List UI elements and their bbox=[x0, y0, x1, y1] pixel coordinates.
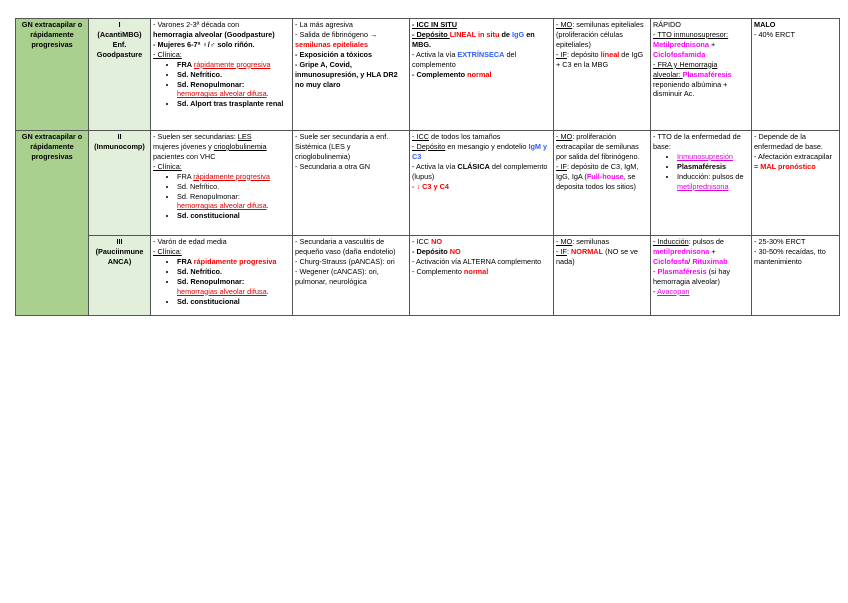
text-line: - Mujeres 6-7ª ♀/♂ solo riñón. bbox=[153, 39, 255, 49]
type-number: III bbox=[116, 237, 123, 246]
text-line: mujeres jóvenes y crioglobulinemia bbox=[153, 141, 267, 151]
text-line: - 40% ERCT bbox=[754, 29, 795, 39]
list-item: • Sd. Renopulmonar: hemorragias alveolar difusa. bbox=[177, 277, 290, 297]
text-line: - IF: depósito lineal de IgG + C3 en la MBG bbox=[556, 49, 644, 69]
clinical-list bbox=[153, 60, 290, 110]
type-number: II bbox=[117, 132, 122, 141]
text-line: - FRA y Hemorragia bbox=[653, 59, 718, 69]
text-line: - Activa la vía CLÁSICA del complemento (lupus) bbox=[412, 161, 548, 181]
group-label-1: GN extracapilar o rápidamente progresivas bbox=[16, 19, 89, 131]
text-line: reponiendo albúmina + disminuir Ac. bbox=[653, 79, 728, 99]
text-line: - TTO inmunosupresor: bbox=[653, 29, 729, 39]
text-line: - Afectación extracapilar = MAL pronóstico bbox=[754, 151, 832, 171]
text-line: - Churg-Strauss (pANCAS): ori bbox=[295, 256, 395, 266]
table-row-type-3 bbox=[16, 236, 840, 316]
type-number: I bbox=[118, 20, 121, 29]
list-item: • Sd. Renopulmonar: hemorragias alveolar difusa. bbox=[177, 192, 290, 212]
list-item: • FRA rápidamente progresiva bbox=[177, 172, 290, 182]
text-line: - ICC de todos los tamaños bbox=[412, 132, 501, 141]
etiology-cell bbox=[293, 236, 410, 316]
text-line: - Complemento normal bbox=[412, 69, 492, 79]
clinical-list bbox=[153, 172, 290, 222]
list-item: • Sd. Nefrítico. bbox=[177, 267, 290, 277]
type-cell-2 bbox=[89, 131, 151, 236]
text-line: Ciclofosfa/ Rituximab bbox=[653, 256, 728, 266]
table-row-type-1 bbox=[16, 19, 840, 131]
text-line: - MO: proliferación extracapilar de semilunas por salida del fibrinógeno. bbox=[556, 132, 640, 161]
text-line: - ↓ C3 y C4 bbox=[412, 181, 449, 191]
text-line: - IF: NORMAL (NO se ve nada) bbox=[556, 246, 638, 266]
text-line: - IF: depósito de C3, IgM, IgG, IgA (Full-house, se deposita todos los sitios) bbox=[556, 161, 639, 191]
treatment-cell bbox=[651, 19, 752, 131]
gn-table bbox=[15, 18, 840, 316]
text-line: hemorragia alveolar (Goodpasture) bbox=[153, 29, 275, 39]
text-line: - Suele ser secundaria a enf. Sistémica (LES y crioglobulinemia) bbox=[295, 132, 389, 161]
text-line: - Suelen ser secundarias: LES bbox=[153, 132, 252, 141]
text-line: - Clínica: bbox=[153, 49, 182, 59]
text-line: Metilprednisona + Ciclofosfamida bbox=[653, 39, 716, 59]
list-item: • Sd. constitucional bbox=[177, 211, 290, 221]
group-label-2: GN extracapilar o rápidamente progresivas bbox=[16, 131, 89, 316]
list-item: • Sd. Renopulmonar: hemorragias alveolar difusa. bbox=[177, 80, 290, 100]
text-line: - Clínica: bbox=[153, 246, 182, 256]
text-line: - Plasmaféresis (si hay hemorragia alveolar) bbox=[653, 266, 731, 286]
text-line: - Wegener (cANCAS): ori, pulmonar, neurológica bbox=[295, 266, 379, 286]
text-line: - Activación vía ALTERNA complemento bbox=[412, 256, 542, 266]
type-name: (AcantiMBG) Enf. Goodpasture bbox=[96, 29, 143, 59]
etiology-cell bbox=[293, 131, 410, 236]
text-line: - Secundaria a vasculitis de pequeño vaso (daña endotelio) bbox=[295, 237, 396, 256]
text-line: semilunas epiteliales bbox=[295, 39, 369, 49]
text-line: - Varón de edad media bbox=[153, 237, 227, 246]
prognosis-cell bbox=[752, 131, 840, 236]
histology-cell bbox=[554, 131, 651, 236]
text-line: - Exposición a tóxicos bbox=[295, 49, 373, 59]
text-line: - Salida de fibrinógeno → bbox=[295, 29, 378, 39]
list-item: • Inducción: pulsos de metilprednisona bbox=[677, 172, 749, 192]
text-line: - TTO de la enfermedad de base: bbox=[653, 132, 741, 151]
table-row-type-2 bbox=[16, 131, 840, 236]
text-line: - MO: semilunas bbox=[556, 237, 610, 246]
text-line: - 25-30% ERCT bbox=[754, 237, 806, 246]
clinical-cell bbox=[151, 131, 293, 236]
list-item: • FRA rápidamente progresiva bbox=[177, 257, 290, 267]
clinical-cell bbox=[151, 19, 293, 131]
histology-cell bbox=[554, 236, 651, 316]
list-item: • FRA rápidamente progresiva bbox=[177, 60, 290, 70]
text-line: - Inducción: pulsos de bbox=[653, 237, 724, 246]
text-line: MALO bbox=[754, 20, 776, 29]
type-name: (Inmunocomp) bbox=[94, 141, 145, 151]
text-line: - Depende de la enfermedad de base. bbox=[754, 132, 823, 151]
text-line: - Avacopan bbox=[653, 286, 690, 296]
text-line: - Depósito LINEAL in situ de IgG en MBG. bbox=[412, 29, 535, 49]
text-line: - MO: semilunas epiteliales (proliferación células epiteliales) bbox=[556, 20, 644, 49]
list-item: • Sd. constitucional bbox=[177, 297, 290, 307]
text-line: - Gripe A, Covid, inmunosupresión, y HLA DR2 no muy claro bbox=[295, 59, 398, 89]
list-item: • Inmunosupresión bbox=[677, 152, 749, 162]
treatment-list bbox=[653, 152, 749, 192]
text-line: pacientes con VHC bbox=[153, 151, 216, 161]
type-name: (Pauciinmune ANCA) bbox=[95, 246, 144, 266]
text-line: - 30-50% recaídas, tto mantenimiento bbox=[754, 246, 826, 266]
text-line: metilprednisona + bbox=[653, 246, 716, 256]
text-line: - Complemento normal bbox=[412, 266, 489, 276]
text-line: RÁPIDO bbox=[653, 20, 681, 29]
clinical-list bbox=[153, 257, 290, 307]
pathogenesis-cell bbox=[410, 19, 554, 131]
text-line: - ICC IN SITU bbox=[412, 20, 457, 29]
text-line: alveolar: Plasmaféresis bbox=[653, 69, 732, 79]
text-line: - ICC NO bbox=[412, 237, 443, 246]
prognosis-cell bbox=[752, 236, 840, 316]
text-line: - Secundaria a otra GN bbox=[295, 161, 371, 171]
list-item: • Sd. Nefrítico. bbox=[177, 70, 290, 80]
text-line: - Depósito en mesangio y endotelio IgM y C3 bbox=[412, 141, 548, 161]
treatment-cell bbox=[651, 236, 752, 316]
clinical-cell bbox=[151, 236, 293, 316]
list-item: • Plasmaféresis bbox=[677, 162, 749, 172]
pathogenesis-cell bbox=[410, 131, 554, 236]
type-cell-3 bbox=[89, 236, 151, 316]
text-line: - La más agresiva bbox=[295, 20, 353, 29]
treatment-cell bbox=[651, 131, 752, 236]
text-line: - Activa la vía EXTRÍNSECA del complemento bbox=[412, 49, 517, 69]
text-line: - Varones 2-3ª década con bbox=[153, 20, 240, 29]
pathogenesis-cell bbox=[410, 236, 554, 316]
list-item: • Sd. Alport tras trasplante renal bbox=[177, 99, 290, 109]
text-line: - Clínica: bbox=[153, 161, 182, 171]
type-cell-1 bbox=[89, 19, 151, 131]
text-line: - Depósito NO bbox=[412, 246, 461, 256]
histology-cell bbox=[554, 19, 651, 131]
etiology-cell bbox=[293, 19, 410, 131]
prognosis-cell bbox=[752, 19, 840, 131]
list-item: • Sd. Nefrítico. bbox=[177, 182, 290, 192]
